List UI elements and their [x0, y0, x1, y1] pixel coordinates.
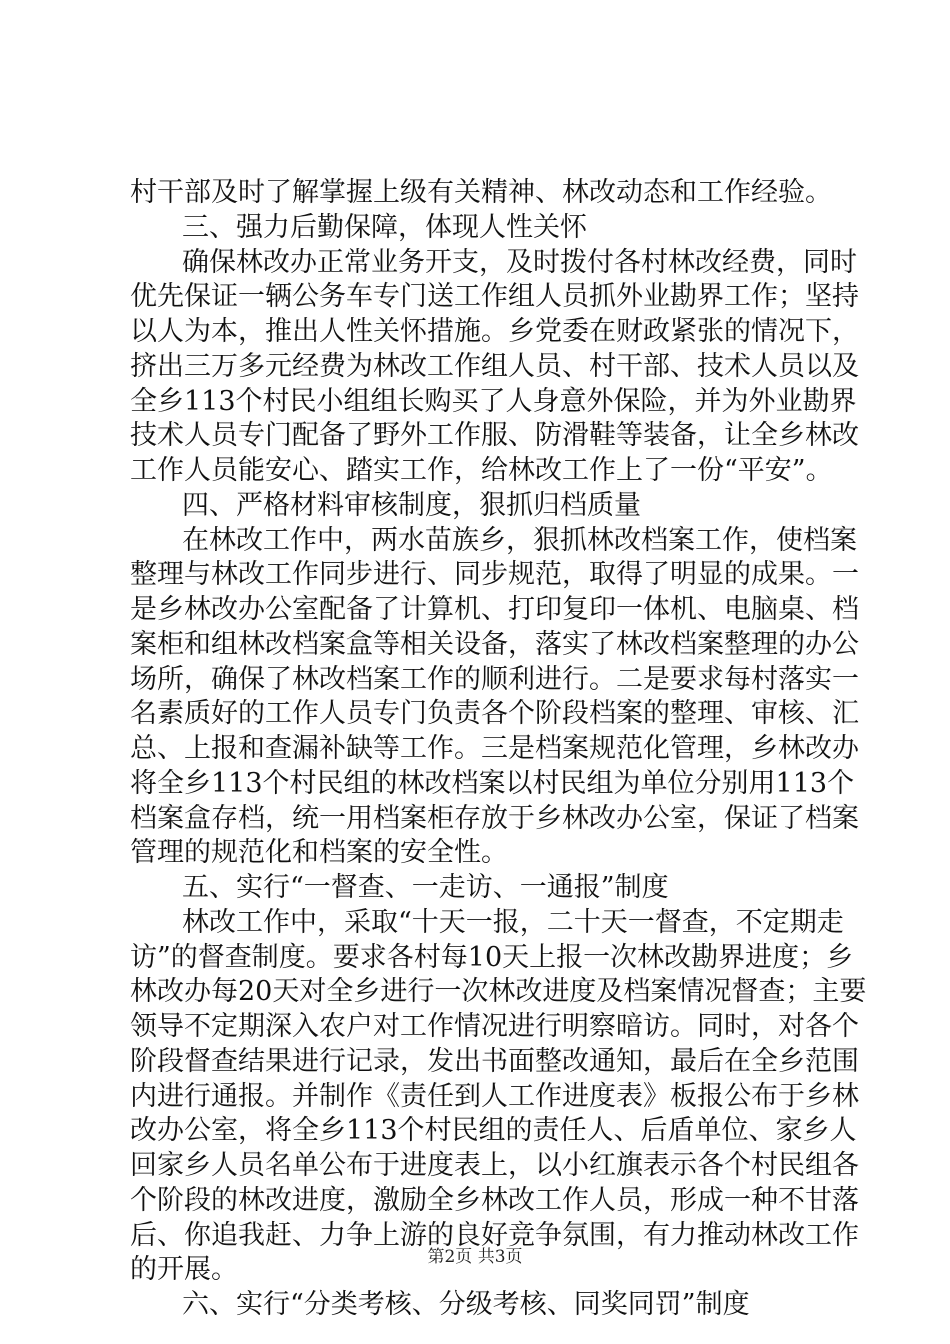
section-heading: 六、实行“分类考核、分级考核、同奖同罚”制度 — [182, 1289, 750, 1320]
paragraph-line: 挤出三万多元经费为林改工作组人员、村干部、技术人员以及 — [130, 350, 859, 382]
paragraph-line: 的开展。 — [130, 1254, 238, 1286]
paragraph-line: 阶段督查结果进行记录，发出书面整改通知，最后在全乡范围 — [130, 1045, 859, 1077]
paragraph-line: 村干部及时了解掌握上级有关精神、林改动态和工作经验。 — [130, 177, 832, 208]
paragraph-line: 案柜和组林改档案盒等相关设备，落实了林改档案整理的办公 — [130, 628, 859, 660]
paragraph-line: 内进行通报。并制作《责任到人工作进度表》板报公布于乡林 — [130, 1080, 859, 1112]
section-heading: 五、实行“一督查、一走访、一通报”制度 — [182, 872, 669, 903]
section-heading: 三、强力后勤保障，体现人性关怀 — [182, 211, 587, 243]
paragraph-line: 全乡113个村民小组组长购买了人身意外保险，并为外业勘界 — [130, 385, 857, 417]
paragraph-line: 林改办每20天对全乡进行一次林改进度及档案情况督查；主要 — [130, 976, 867, 1008]
paragraph-line: 在林改工作中，两水苗族乡，狠抓林改档案工作，使档案 — [182, 524, 857, 556]
paragraph-line: 是乡林改办公室配备了计算机、打印复印一体机、电脑桌、档 — [130, 594, 859, 625]
paragraph-line: 总、上报和查漏补缺等工作。三是档案规范化管理，乡林改办 — [130, 733, 859, 764]
paragraph-line: 改办公室，将全乡113个村民组的责任人、后盾单位、家乡人 — [130, 1115, 857, 1147]
paragraph-line: 林改工作中，采取“十天一报，二十天一督查，不定期走 — [182, 906, 844, 938]
paragraph-line: 将全乡113个村民组的林改档案以村民组为单位分别用113个 — [130, 767, 855, 799]
paragraph-line: 档案盒存档，统一用档案柜存放于乡林改办公室，保证了档案 — [130, 802, 859, 834]
paragraph-line: 名素质好的工作人员专门负责各个阶段档案的整理、审核、汇 — [130, 698, 859, 730]
paragraph-line: 回家乡人员名单公布于进度表上，以小红旗表示各个村民组各 — [130, 1150, 859, 1181]
paragraph-line: 场所，确保了林改档案工作的顺利进行。二是要求每村落实一 — [130, 663, 859, 695]
page-footer: 第2页 共3页 — [427, 1247, 523, 1267]
paragraph-line: 后、你追我赶、力争上游的良好竞争氛围，有力推动林改工作 — [130, 1219, 859, 1251]
paragraph-line: 技术人员专门配备了野外工作服、防滑鞋等装备，让全乡林改 — [130, 420, 859, 452]
section-heading: 四、严格材料审核制度，狠抓归档质量 — [182, 489, 641, 521]
paragraph-line: 领导不定期深入农户对工作情况进行明察暗访。同时，对各个 — [130, 1011, 859, 1042]
paragraph-line: 个阶段的林改进度，激励全乡林改工作人员，形成一种不甘落 — [130, 1184, 859, 1216]
paragraph-line: 优先保证一辆公务车专门送工作组人员抓外业勘界工作；坚持 — [130, 281, 859, 313]
paragraph-line: 确保林改办正常业务开支，及时拨付各村林改经费，同时 — [182, 246, 857, 278]
paragraph-line: 管理的规范化和档案的安全性。 — [130, 837, 508, 869]
paragraph-line: 以人为本，推出人性关怀措施。乡党委在财政紧张的情况下， — [130, 316, 859, 347]
paragraph-line: 访”的督查制度。要求各村每10天上报一次林改勘界进度；乡 — [130, 941, 854, 973]
paragraph-line: 整理与林改工作同步进行、同步规范，取得了明显的成果。一 — [130, 559, 859, 591]
paragraph-line: 工作人员能安心、踏实工作，给林改工作上了一份“平安”。 — [130, 455, 833, 486]
